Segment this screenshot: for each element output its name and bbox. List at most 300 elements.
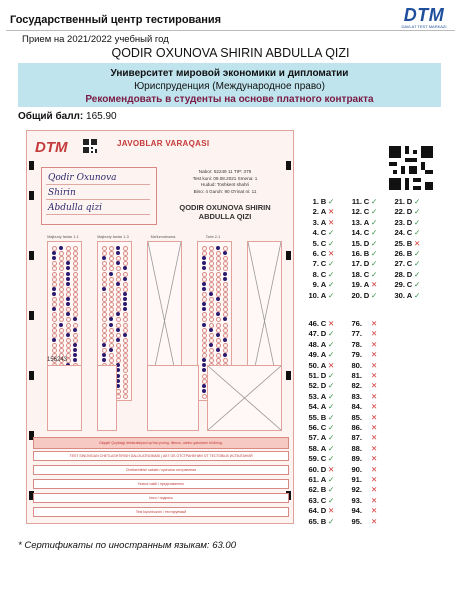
answer-item xyxy=(348,506,377,516)
question-number: 2. xyxy=(312,207,319,217)
answer-letter: A xyxy=(320,433,327,443)
check-icon: ✓ xyxy=(371,269,378,279)
admission-info-box xyxy=(18,63,441,107)
empty-bubble xyxy=(73,323,78,328)
answer-item xyxy=(305,280,334,290)
filled-bubble xyxy=(66,277,70,281)
filled-bubble xyxy=(102,353,106,357)
empty-bubble xyxy=(116,323,121,328)
question-number: 13. xyxy=(351,217,362,227)
filled-bubble xyxy=(209,343,213,347)
empty-bubble xyxy=(109,266,114,271)
question-number: 77. xyxy=(351,329,362,339)
filled-bubble xyxy=(73,343,77,347)
answer-letter: A xyxy=(320,350,327,360)
filled-bubble xyxy=(66,272,70,276)
filled-bubble xyxy=(116,251,120,255)
filled-bubble xyxy=(116,261,120,265)
question-number: 47. xyxy=(308,329,319,339)
empty-bubble xyxy=(52,323,57,328)
answer-item xyxy=(348,381,377,391)
answer-letter: B xyxy=(320,485,327,495)
question-number: 92. xyxy=(351,485,362,495)
answer-letter: D xyxy=(363,238,370,248)
answer-item xyxy=(305,392,334,402)
answer-letter: A xyxy=(363,217,370,227)
admission-year: Прием на 2021/2022 учебный год xyxy=(22,34,169,45)
answer-sheet-scan xyxy=(26,130,294,524)
sheet-logo: DTM xyxy=(35,139,68,156)
filled-bubble xyxy=(223,353,227,357)
check-icon: ✓ xyxy=(328,495,335,505)
timing-mark xyxy=(286,251,291,260)
empty-bubble xyxy=(209,323,214,328)
org-title: Государственный центр тестирования xyxy=(10,14,222,26)
empty-bubble xyxy=(73,277,78,282)
check-icon: ✓ xyxy=(328,485,335,495)
empty-bubble xyxy=(216,317,221,322)
question-number: 59. xyxy=(308,454,319,464)
answer-letter: B xyxy=(363,249,370,258)
cross-icon: ✕ xyxy=(371,371,378,380)
answer-item xyxy=(348,465,377,475)
empty-bubble xyxy=(52,317,57,322)
empty-bubble xyxy=(216,277,221,282)
empty-bubble xyxy=(123,317,128,322)
question-number: 9. xyxy=(312,280,319,290)
question-number: 80. xyxy=(351,360,362,370)
answer-item xyxy=(391,291,420,301)
filled-bubble xyxy=(116,282,120,286)
answer-item xyxy=(305,496,334,506)
filled-bubble xyxy=(66,312,70,316)
check-icon: ✓ xyxy=(414,290,421,300)
cross-icon: ✕ xyxy=(371,506,378,516)
answer-letter: B xyxy=(406,238,413,248)
sheet-qr-icon xyxy=(83,139,97,153)
check-icon: ✓ xyxy=(414,217,421,227)
answer-item xyxy=(391,228,420,238)
check-icon: ✓ xyxy=(328,423,335,432)
sheet-title: JAVOBLAR VARAQASI xyxy=(117,139,210,148)
filled-bubble xyxy=(216,312,220,316)
question-number: 17. xyxy=(351,259,362,269)
answer-letter: D xyxy=(320,329,327,339)
answer-item xyxy=(348,423,377,433)
answer-item xyxy=(305,371,334,381)
answer-item xyxy=(348,392,377,402)
filled-bubble xyxy=(116,312,120,316)
filled-bubble xyxy=(123,277,127,281)
question-number: 87. xyxy=(351,433,362,443)
timing-mark xyxy=(29,371,34,380)
filled-bubble xyxy=(202,389,206,393)
empty-bubble xyxy=(223,333,228,338)
cross-icon: ✕ xyxy=(371,485,378,495)
empty-bubble xyxy=(209,282,214,287)
timing-mark xyxy=(29,251,34,260)
answer-letter: C xyxy=(320,238,327,248)
empty-bubble xyxy=(223,266,228,271)
answer-item xyxy=(348,517,377,527)
sheet-declaration-area xyxy=(33,437,287,517)
filled-bubble xyxy=(73,353,77,357)
answer-letter: C xyxy=(320,259,327,269)
handwriting-line: Abdulla qizi xyxy=(48,203,103,213)
answer-letter: C xyxy=(320,454,327,464)
answer-item xyxy=(348,433,377,443)
cross-icon: ✕ xyxy=(328,360,335,370)
column-header: Majburiy fanlar 1-1 xyxy=(47,235,79,239)
empty-bubble xyxy=(59,282,64,287)
empty-bubble xyxy=(52,266,57,271)
question-number: 4. xyxy=(312,228,319,238)
answer-letter: A xyxy=(320,443,327,453)
answer-letter: C xyxy=(320,319,327,328)
filled-bubble xyxy=(66,261,70,265)
answer-letter: D xyxy=(406,269,413,279)
answer-item xyxy=(348,197,377,207)
empty-bubble xyxy=(59,277,64,282)
code-grid xyxy=(47,365,82,431)
question-number: 20. xyxy=(351,290,362,300)
cross-icon: ✕ xyxy=(371,402,378,412)
answer-item xyxy=(305,423,334,433)
empty-bubble xyxy=(116,272,121,277)
empty-bubble xyxy=(202,333,207,338)
cross-icon: ✕ xyxy=(371,516,378,526)
filled-bubble xyxy=(202,282,206,286)
answer-item xyxy=(305,270,334,280)
filled-bubble xyxy=(116,338,120,342)
answer-letter: D xyxy=(320,506,327,516)
answer-item xyxy=(305,197,334,207)
answer-item xyxy=(305,454,334,464)
cross-icon: ✕ xyxy=(371,339,378,349)
question-number: 14. xyxy=(351,228,362,238)
empty-bubble xyxy=(59,328,64,333)
filled-bubble xyxy=(52,256,56,260)
code-digits: 156243 xyxy=(47,357,68,363)
answer-letter: D xyxy=(320,371,327,380)
cross-icon: ✕ xyxy=(371,433,378,443)
check-icon: ✓ xyxy=(328,269,335,279)
answer-letter: C xyxy=(320,423,327,432)
answer-item xyxy=(305,259,334,269)
empty-bubble xyxy=(216,323,221,328)
cross-icon: ✕ xyxy=(414,238,421,248)
answer-letter: C xyxy=(320,495,327,505)
answer-letter: D xyxy=(406,197,413,206)
empty-bubble xyxy=(123,374,128,379)
answer-letter: A xyxy=(320,475,327,484)
filled-bubble xyxy=(202,287,206,291)
check-icon: ✓ xyxy=(328,402,335,412)
filled-bubble xyxy=(223,317,227,321)
question-number: 49. xyxy=(308,350,319,360)
empty-bubble xyxy=(123,368,128,373)
answer-item xyxy=(348,340,377,350)
answer-item xyxy=(305,465,334,475)
question-number: 19. xyxy=(351,280,362,290)
empty-bubble xyxy=(116,333,121,338)
answer-item xyxy=(348,496,377,506)
answer-letter: B xyxy=(406,249,413,258)
empty-bubble xyxy=(102,266,107,271)
question-number: 16. xyxy=(351,249,362,258)
empty-bubble xyxy=(59,266,64,271)
question-number: 10. xyxy=(308,290,319,300)
check-icon: ✓ xyxy=(414,259,421,269)
question-number: 56. xyxy=(308,423,319,432)
check-icon: ✓ xyxy=(328,516,335,526)
check-icon: ✓ xyxy=(371,249,378,258)
answer-letter: B xyxy=(320,516,327,526)
check-icon: ✓ xyxy=(414,280,421,290)
qr-code-icon xyxy=(389,146,433,190)
question-number: 63. xyxy=(308,495,319,505)
question-number: 28. xyxy=(394,269,405,279)
answer-letter: A xyxy=(363,280,370,290)
empty-bubble xyxy=(66,328,71,333)
declaration-band: Imzo / подпись xyxy=(33,493,289,503)
empty-bubble xyxy=(102,317,107,322)
cross-icon: ✕ xyxy=(371,495,378,505)
check-icon: ✓ xyxy=(328,329,335,339)
question-number: 46. xyxy=(308,319,319,328)
empty-bubble xyxy=(52,277,57,282)
empty-bubble xyxy=(123,394,128,399)
empty-bubble xyxy=(202,272,207,277)
answer-letter: C xyxy=(363,207,370,217)
question-number: 48. xyxy=(308,339,319,349)
cross-icon: ✕ xyxy=(371,280,378,290)
answer-letter: C xyxy=(363,269,370,279)
check-icon: ✓ xyxy=(328,280,335,290)
check-icon: ✓ xyxy=(328,391,335,401)
question-number: 84. xyxy=(351,402,362,412)
filled-bubble xyxy=(216,246,220,250)
empty-bubble xyxy=(59,333,64,338)
answer-item xyxy=(348,259,377,269)
filled-bubble xyxy=(66,282,70,286)
answer-item xyxy=(348,249,377,259)
filled-bubble xyxy=(52,307,56,311)
answer-item xyxy=(305,361,334,371)
filled-bubble xyxy=(223,251,227,255)
empty-bubble xyxy=(52,272,57,277)
answer-item xyxy=(305,381,334,391)
question-number: 21. xyxy=(394,197,405,206)
question-number: 7. xyxy=(312,259,319,269)
filled-bubble xyxy=(202,256,206,260)
empty-bubble xyxy=(216,266,221,271)
answer-letter: C xyxy=(363,197,370,206)
filled-bubble xyxy=(102,287,106,291)
answer-item xyxy=(391,270,420,280)
question-number: 55. xyxy=(308,412,319,422)
empty-bubble xyxy=(59,272,64,277)
filled-bubble xyxy=(66,266,70,270)
crossed-out-mark xyxy=(208,366,281,430)
empty-bubble xyxy=(109,277,114,282)
question-number: 76. xyxy=(351,319,362,328)
sheet-meta xyxy=(163,169,287,195)
filled-bubble xyxy=(102,343,106,347)
answer-item xyxy=(348,218,377,228)
filled-bubble xyxy=(209,328,213,332)
answer-letter: B xyxy=(320,197,327,206)
question-number: 91. xyxy=(351,475,362,484)
answer-item xyxy=(305,402,334,412)
timing-mark xyxy=(286,371,291,380)
answer-item xyxy=(348,319,377,329)
answer-item xyxy=(348,361,377,371)
option-grid xyxy=(97,365,117,431)
answer-item xyxy=(348,291,377,301)
empty-bubble xyxy=(73,266,78,271)
empty-bubble xyxy=(216,328,221,333)
filled-bubble xyxy=(202,368,206,372)
sheet-student-name: QODIR OXUNOVA SHIRIN ABDULLA QIZI xyxy=(179,203,271,221)
answer-item xyxy=(305,475,334,485)
question-number: 15. xyxy=(351,238,362,248)
answer-item xyxy=(348,413,377,423)
question-number: 83. xyxy=(351,391,362,401)
column-header: Tarix 2-1 xyxy=(205,235,221,239)
question-number: 95. xyxy=(351,516,362,526)
answer-item xyxy=(305,329,334,339)
question-number: 65. xyxy=(308,516,319,526)
answer-item xyxy=(305,218,334,228)
column-header: Majburiy fanlar 1-3 xyxy=(97,235,129,239)
answer-item xyxy=(305,485,334,495)
filled-bubble xyxy=(202,266,206,270)
answer-item xyxy=(305,413,334,423)
cross-icon: ✕ xyxy=(371,350,378,360)
meta-line: Hudud: Toshkent shahri xyxy=(200,182,250,188)
handwritten-name-box xyxy=(41,167,157,225)
question-number: 93. xyxy=(351,495,362,505)
cross-icon: ✕ xyxy=(371,423,378,432)
empty-bubble xyxy=(123,272,128,277)
empty-bubble xyxy=(116,266,121,271)
answer-item xyxy=(305,506,334,516)
question-number: 8. xyxy=(312,269,319,279)
answer-item xyxy=(305,433,334,443)
check-icon: ✓ xyxy=(328,412,335,422)
question-number: 5. xyxy=(312,238,319,248)
empty-bubble xyxy=(59,317,64,322)
check-icon: ✓ xyxy=(414,269,421,279)
empty-bubble xyxy=(123,282,128,287)
empty-bubble xyxy=(202,317,207,322)
question-number: 61. xyxy=(308,475,319,484)
question-number: 86. xyxy=(351,423,362,432)
filled-bubble xyxy=(216,297,220,301)
filled-bubble xyxy=(209,292,213,296)
check-icon: ✓ xyxy=(414,228,421,238)
answer-letter: C xyxy=(406,259,413,269)
answer-letter: C xyxy=(406,228,413,238)
check-icon: ✓ xyxy=(328,350,335,360)
answer-item xyxy=(305,340,334,350)
check-icon: ✓ xyxy=(371,197,378,206)
question-number: 6. xyxy=(312,249,319,258)
question-number: 26. xyxy=(394,249,405,258)
subject-grid xyxy=(147,365,199,431)
filled-bubble xyxy=(52,287,56,291)
cross-icon: ✕ xyxy=(371,391,378,401)
question-number: 52. xyxy=(308,381,319,391)
declaration-band: TEST SINOVIDAN CHETLASHTIRISH DALOLATNOMASI | АКТ ОБ ОТСТРАНЕНИИ ОТ ТЕСТОВЫХ ИСПЫТАНИЙ xyxy=(33,451,289,461)
filled-bubble xyxy=(66,333,70,337)
total-score-value: 165.90 xyxy=(86,111,117,122)
empty-bubble xyxy=(216,272,221,277)
check-icon: ✓ xyxy=(328,228,335,238)
dtm-logo xyxy=(398,6,450,29)
filled-bubble xyxy=(216,333,220,337)
empty-bubble xyxy=(116,317,121,322)
filled-bubble xyxy=(216,348,220,352)
empty-bubble xyxy=(123,379,128,384)
cross-icon: ✕ xyxy=(371,454,378,464)
answer-letter: C xyxy=(363,228,370,238)
student-name: QODIR OXUNOVA SHIRIN ABDULLA QIZI xyxy=(111,46,350,60)
empty-bubble xyxy=(52,282,57,287)
declaration-band: Chetlashtirish sababi / причина отстранения xyxy=(33,465,289,475)
check-icon: ✓ xyxy=(328,371,335,380)
cross-icon: ✕ xyxy=(371,464,378,474)
check-icon: ✓ xyxy=(328,433,335,443)
meta-line: Test kuni: 09.08.2021 Smena: 1 xyxy=(192,175,258,181)
answer-letter: A xyxy=(406,290,413,300)
answer-letter: D xyxy=(406,217,413,227)
filled-bubble xyxy=(123,297,127,301)
filled-bubble xyxy=(202,363,206,367)
answer-item xyxy=(348,270,377,280)
timing-mark xyxy=(29,191,34,200)
check-icon: ✓ xyxy=(328,443,335,453)
filled-bubble xyxy=(73,348,77,352)
question-number: 24. xyxy=(394,228,405,238)
answer-item xyxy=(305,228,334,238)
empty-bubble xyxy=(66,323,71,328)
filled-bubble xyxy=(52,292,56,296)
empty-bubble xyxy=(123,323,128,328)
declaration-band: Diqqat! Quyidagi deklaratsiyani qo'lda yozing. Iltimos, ushbu qatorlarni to'ldiring. xyxy=(33,437,289,449)
empty-bubble xyxy=(102,277,107,282)
empty-bubble xyxy=(209,317,214,322)
filled-bubble xyxy=(123,333,127,337)
empty-bubble xyxy=(73,272,78,277)
empty-bubble xyxy=(209,272,214,277)
filled-bubble xyxy=(73,317,77,321)
answer-letter: A xyxy=(320,280,327,290)
question-number: 25. xyxy=(394,238,405,248)
filled-bubble xyxy=(123,292,127,296)
answer-item xyxy=(305,444,334,454)
empty-bubble xyxy=(123,384,128,389)
check-icon: ✓ xyxy=(371,207,378,217)
empty-bubble xyxy=(223,323,228,328)
cross-icon: ✕ xyxy=(328,319,335,328)
empty-bubble xyxy=(102,272,107,277)
check-icon: ✓ xyxy=(371,290,378,300)
question-number: 88. xyxy=(351,443,362,453)
answer-item xyxy=(348,239,377,249)
empty-bubble xyxy=(109,282,114,287)
